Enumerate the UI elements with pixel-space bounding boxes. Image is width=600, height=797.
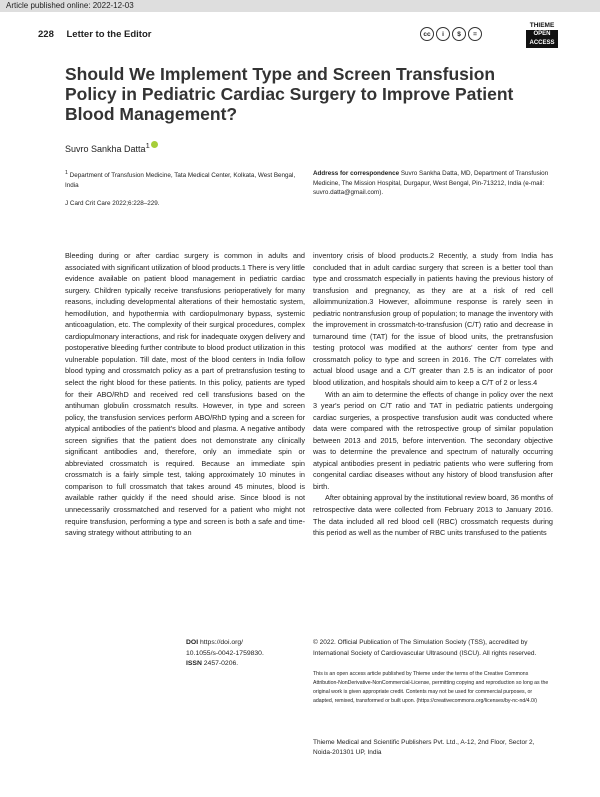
author: [65, 141, 158, 154]
copyright: © 2022. Official Publication of The Simulation Society (TSS), accredited by International Society of Cardiovascular Ultrasound (ISCU). All rights reserved.: [313, 639, 537, 657]
paragraph: With an aim to determine the effects of change in policy over the next 3 year's period on C/T ratio and TAT in pediatric patients undergoing cardiac surgeries, a prospective transfusion audit was conducted where data were compared with the retrospective group of similar population between 2013 and 2015, before intervention. The secondary objective was to determine the prevalence and spectrum of naturally occurring atypical antibodies present in pediatric patients who were suffering from congenital cardiac diseases without any history of blood transfusion after birth.: [313, 389, 553, 491]
by-icon: i: [436, 27, 450, 41]
orcid-icon[interactable]: [151, 141, 158, 148]
cc-icon: cc: [420, 27, 434, 41]
correspondence-text: Suvro Sankha Datta, MD, Department of Transfusion Medicine, The Mission Hospital, Durgapur, West Bengal, Pin-713212, India (e-mail: suvro.datta@gmail.com).: [313, 170, 549, 196]
paragraph: After obtaining approval by the institutional review board, 36 months of retrospective data were collected from February 2013 to January 2016. The data included all red blood cell (RBC) crossmatch requests during this period as well as the number of RBC units transfused to the patients: [313, 493, 553, 538]
publisher-address: Thieme Medical and Scientific Publishers Pvt. Ltd., A-12, 2nd Floor, Sector 2, Noida-201301 UP, India: [313, 739, 535, 756]
article-title: Should We Implement Type and Screen Transfusion Policy in Pediatric Cardiac Surgery to Improve Patient Blood Management?: [65, 64, 514, 124]
author-name: Suvro Sankha Datta: [65, 144, 146, 154]
thieme-open-access-logo: THIEME OPEN ACCESS: [526, 22, 558, 54]
citation: J Card Crit Care 2022;6:228–229.: [65, 200, 160, 207]
correspondence: [313, 169, 553, 198]
publication-banner: [0, 0, 600, 12]
banner-text: Article published online: 2022-12-03: [6, 1, 134, 10]
paragraph: inventory crisis of blood products.2 Recently, a study from India has concluded that in adult cardiac surgery that screen is a better tool than type and crossmatch especially in patients having the previous history of transfusion and pregnancy, as they are at a risk of red cell alloimmunization.3 However, alloimmune response is rarely seen in pediatric nontransfusion group of population; to manage the inventory with the improvement in crossmatch-to-transfusion (C/T) ratio and decrease in turnaround time (TAT) for the issue of blood units, the pretransfusion testing protocol was modified at the authors' center from type and crossmatch policy to type and screen in 2016. The C/T correlates with actual blood usage and a C/T greater than 2.5 is an indicator of poor blood utilization, and hospitals should aim to keep a C/T of 2 or less.4: [313, 251, 553, 388]
affiliation-text: Department of Transfusion Medicine, Tata Medical Center, Kolkata, West Bengal, India: [65, 172, 296, 189]
running-header: [38, 29, 151, 40]
correspondence-label: Address for correspondence: [313, 170, 400, 177]
page-number: 228: [38, 29, 54, 40]
doi-link[interactable]: https://doi.org/: [199, 639, 244, 646]
license-text: This is an open access article published by Thieme under the terms of the Creative Commons Attribution-NonDerivative-NonCommercial-License, permitting copying and reproduction so long as the original work is given appropriate credit. Contents may not be used for commercial purposes, or adapted, remixed, transformed or built upon. (https://creativecommons.org/licenses/by-nc-nd/4.0/): [313, 671, 549, 704]
author-sup: 1: [145, 141, 150, 150]
body-column-right: [313, 250, 553, 539]
section-name: Letter to the Editor: [66, 29, 152, 40]
license-icons: [420, 27, 482, 41]
body-column-left: [65, 250, 305, 539]
issn-value: 2457-0206.: [203, 660, 239, 667]
nc-icon: $: [452, 27, 466, 41]
nd-icon: =: [468, 27, 482, 41]
doi-value: 10.1055/s-0042-1759830.: [186, 649, 264, 657]
affiliation: $^1$ Department of Transfusion Medicine, Tata Medical Center, Kolkata, West Bengal, India: [65, 170, 296, 189]
article-meta: DOI https://doi.org/ 10.1055/s-0042-1759830. ISSN 2457-0206.: [186, 639, 264, 667]
paragraph: Bleeding during or after cardiac surgery is common in adults and associated with significant utilization of blood products.1 There is very little evidence available on patient blood management in pediatric cardiac surgery. Children typically receive transfusions perioperatively for many reasons, including developmental alterations of their hemostatic system, hemodilution, and hypothermia with cardiopulmonary bypass, systemic anticoagulation, etc. The complexity of their surgical procedures, complex cardiopulmonary interactions, and risk for inadequate oxygen delivery and postoperative bleeding further contribute to blood product utilization in this vulnerable population. Till date, most of the blood centers in India follow blood typing and crossmatch policy as a part of pretransfusion testing to select the right blood for these patients. In this policy, patients are typed for their ABO/RhD and received red cell transfusions based on the antihuman globulin crossmatch results. However, in type and screen policy, the transfusion services perform ABO/RhD typing and a screen for atypical antibodies of the patient's blood and plasma. A negative antibody screen signifies that the patient does not demonstrate any clinically significant antibodies and, therefore, only an immediate spin or abbreviated crossmatch is required. Because an immediate spin crossmatch is a fairly simple test, taking approximately 10 minutes in comparison to full crossmatch that takes around 45 minutes, blood is available rather quickly if the need should arise. Since blood is not unnecessarily crossmatched and reserved for a patient who might not require transfusion, performing a type and screen is both a safe and time-saving strategy without attributing to an: [65, 251, 305, 538]
